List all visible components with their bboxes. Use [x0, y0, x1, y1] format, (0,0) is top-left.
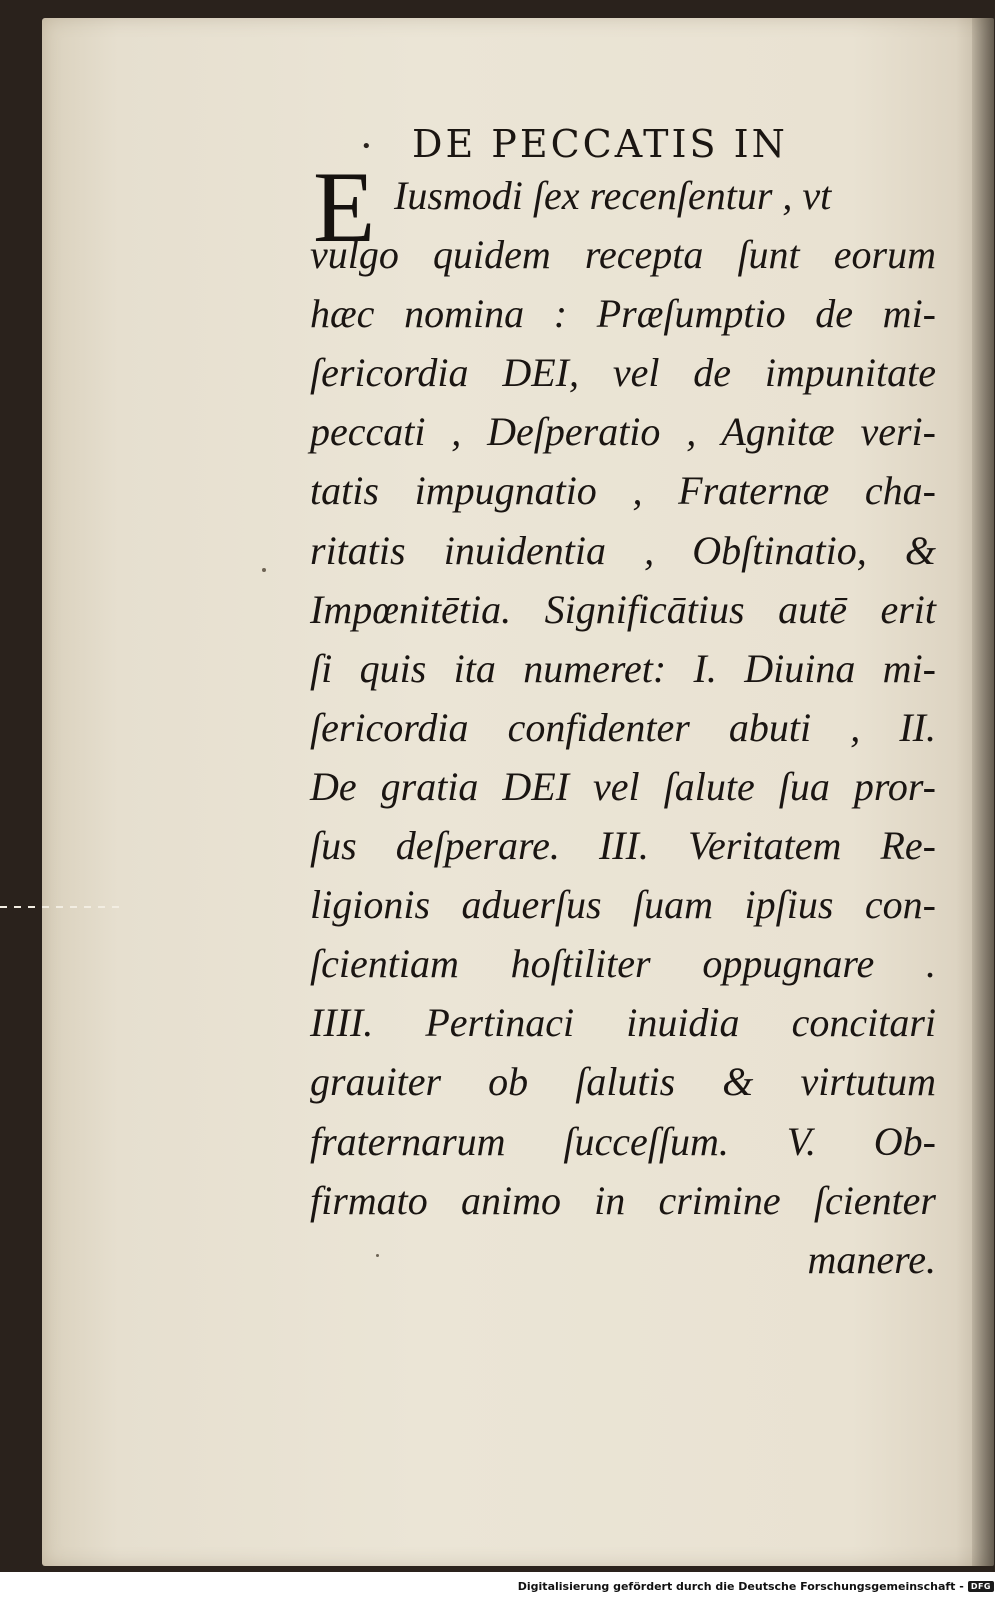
- digitization-credit: [518, 1580, 994, 1593]
- catchword-line: manere.: [807, 1236, 936, 1282]
- text-line: ſericordia confidenter abuti , II.: [310, 704, 936, 750]
- text-line: Iusmodi ſex recenſentur , vt: [394, 173, 832, 218]
- text-line: fraternarum ſucceſſum. V. Ob-: [310, 1118, 936, 1164]
- text-line: ſcientiam hoſtiliter oppugnare .: [310, 941, 936, 987]
- text-line: Impœnitētia. Significātius autē erit: [310, 586, 936, 632]
- paper-speck: [262, 568, 266, 572]
- text-line: De gratia DEI vel ſalute ſua pror-: [310, 763, 936, 809]
- text-line: firmato animo in crimine ſcienter: [310, 1177, 936, 1223]
- text-line: ſericordia DEI, vel de impunitate: [310, 350, 936, 396]
- fold-line: [0, 906, 120, 908]
- text-line: IIII. Pertinaci inuidia concitari: [310, 1000, 936, 1046]
- text-line: tatis impugnatio , Fraternæ cha-: [310, 468, 936, 514]
- page-gutter-shadow: [972, 18, 994, 1566]
- text-line: ſus deſperare. III. Veritatem Re-: [310, 823, 936, 869]
- text-line: grauiter ob ſalutis & virtutum: [310, 1059, 936, 1105]
- text-line: peccati , Deſperatio , Agnitæ veri-: [310, 409, 936, 455]
- drop-cap: E: [313, 151, 376, 264]
- running-head: DE PECCATIS IN: [412, 122, 788, 166]
- text-line: vulgo quidem recepta ſunt eorum: [310, 232, 936, 278]
- text-line: hæc nomina : Præſumptio de mi-: [310, 291, 936, 337]
- text-line: ritatis inuidentia , Obſtinatio, &: [310, 527, 936, 573]
- dfg-logo-icon: DFG: [968, 1581, 994, 1592]
- text-line: ſi quis ita numeret: I. Diuina mi-: [310, 645, 936, 691]
- credit-text: Digitalisierung gefördert durch die Deutsche Forschungsgemeinschaft -: [517, 1580, 964, 1593]
- body-text: [310, 166, 936, 1289]
- text-line: ligionis aduerſus ſuam ipſius con-: [310, 882, 936, 928]
- running-head-ornament: •: [361, 136, 372, 157]
